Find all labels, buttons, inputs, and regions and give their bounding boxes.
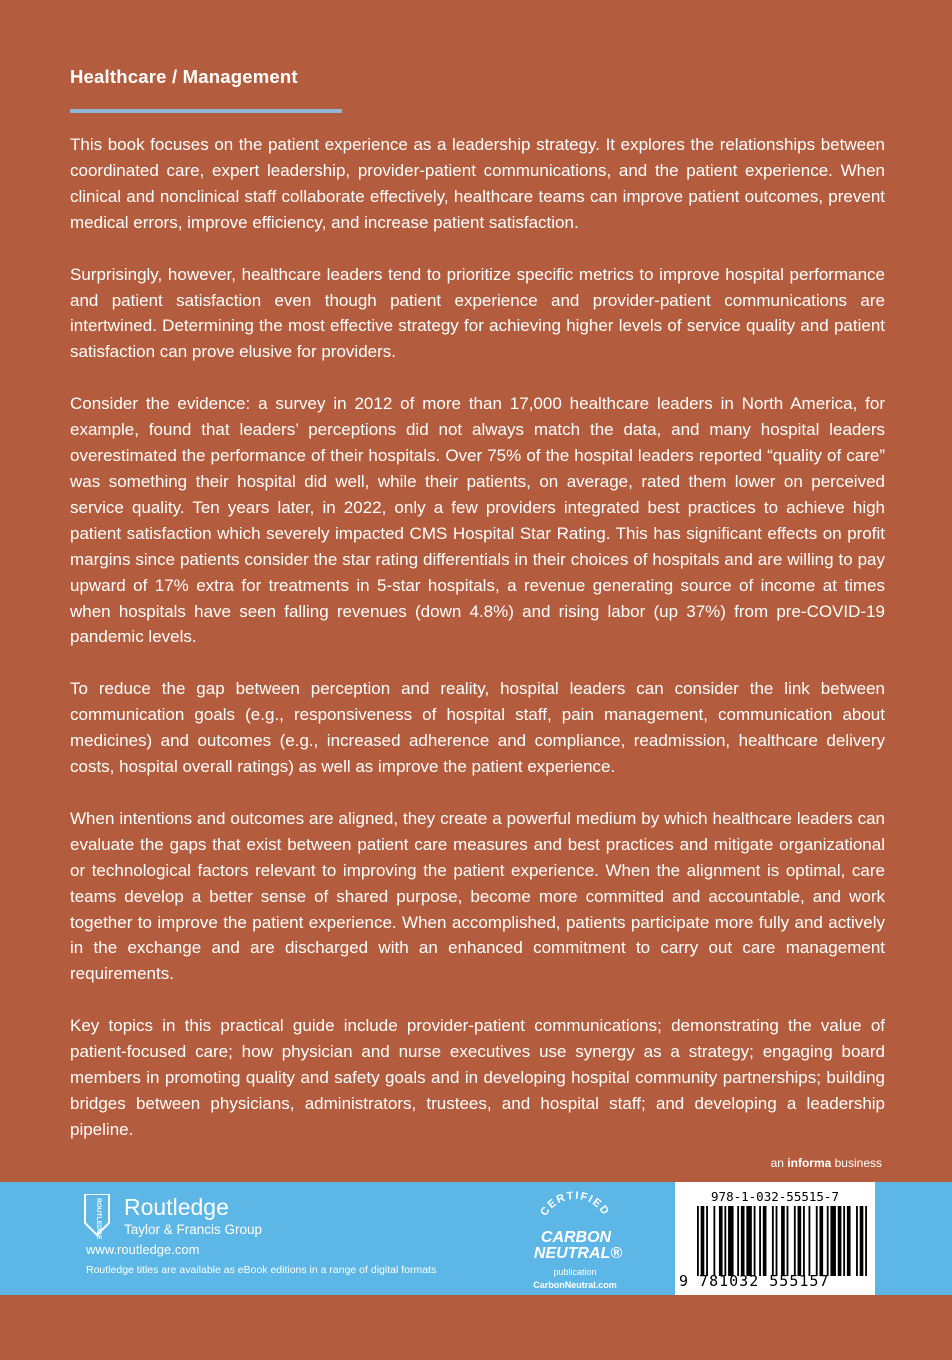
barcode-bar (772, 1206, 774, 1276)
publisher-name: Routledge (124, 1194, 229, 1220)
barcode-bar (838, 1206, 842, 1276)
barcode-bar (737, 1206, 739, 1276)
barcode-bar (781, 1206, 785, 1276)
blurb-paragraph-5: When intentions and outcomes are aligned, they create a powerful medium by which healthcare leaders can evaluate the gaps that exist between patient care measures and best practices and mitigate organizational or technological factors relevant to improving the patient experience. When the alignment is optimal, care teams develop a better sense of shared purpose, become more committed and accountable, and work together to improve the patient experience. When accomplished, patients participate more fully and actively in the exchange and are discharged with an enhanced commitment to carry out care management requirements. (70, 808, 885, 984)
blurb-paragraph-6: Key topics in this practical guide include provider-patient communications; demonstrating the value of patient-focused care; how physician and nurse executives use synergy as a strategy; engaging board members in promoting quality and safety goals and in developing hospital community partnerships; building bridges between physicians, administrators, trustees, and hospital staff; and developing a leadership pipeline. (70, 1016, 885, 1139)
barcode-bar (827, 1206, 829, 1276)
barcode-bar (759, 1206, 761, 1276)
blurb-paragraph-2: Surprisingly, however, healthcare leaders tend to prioritize specific metrics to improve hospital performance and patient satisfaction even though patient experience and provider-patient communications are intertwined. Determining the most effective strategy for achieving higher levels of service quality and patient satisfaction can prove elusive for providers. (70, 264, 885, 362)
barcode-bar (847, 1206, 851, 1276)
barcode-bar (803, 1206, 805, 1276)
barcode-bar (701, 1206, 705, 1276)
svg-text:ROUTLEDGE: ROUTLEDGE (95, 1198, 102, 1240)
barcode-bar (728, 1206, 733, 1276)
neutral-label: NEUTRAL® (533, 1245, 623, 1262)
blurb-paragraph-3: Consider the evidence: a survey in 2012 of more than 17,000 healthcare leaders in North America, for example, found that leaders’ perceptions did not always match the data, and many hospital leaders overestimated the performance of their hospitals. Over 75% of the hospital leaders reported “quality of care” was something their hospital did well, while their patients, on average, rated them lower on perceived service quality. Ten years later, in 2022, only a few providers integrated best practices to achieve high patient satisfaction which severely impacted CMS Hospital Star Rating. This has significant effects on profit margins since patients consider the star rating differentials in their choices of hospitals and are willing to pay upward of 17% extra for treatments in 5-star hospitals, a revenue generating source of income at times when hospitals have seen falling revenues (down 4.8%) and rising labor (up 37%) from pre-COVID-19 pandemic levels. (70, 394, 885, 647)
publisher-group: Taylor & Francis Group (124, 1222, 263, 1237)
carbon-neutral-url: CarbonNeutral.com (533, 1280, 617, 1290)
barcode-bar (794, 1206, 796, 1276)
certified-label: CERTIFIED (538, 1189, 612, 1219)
barcode-bar (776, 1206, 778, 1276)
carbon-neutral-badge (520, 1186, 630, 1292)
informa-suffix: business (831, 1156, 882, 1170)
barcode-bar (816, 1206, 818, 1276)
blurb-paragraph-1: This book focuses on the patient experience as a leadership strategy. It explores the relationships between coordinated care, expert leadership, provider-patient communications, and the patient experience. When clinical and nonclinical staff collaborate effectively, healthcare teams can improve patient outcomes, prevent medical errors, improve efficiency, and increase patient satisfaction. (70, 135, 885, 232)
barcode-bar (819, 1206, 823, 1276)
barcode-bar (860, 1206, 864, 1276)
barcode-bar (856, 1206, 858, 1276)
barcode-bar (719, 1206, 723, 1276)
barcode-bar (754, 1206, 756, 1276)
barcode-bar (798, 1206, 802, 1276)
barcode-bar (763, 1206, 767, 1276)
blurb-text (70, 132, 885, 1169)
barcode-bar (697, 1206, 699, 1276)
barcode-digits: 9 781032 555157 (679, 1272, 830, 1290)
barcode-bar (724, 1206, 726, 1276)
barcode-bar (787, 1206, 789, 1276)
barcode (675, 1182, 875, 1295)
barcode-bar (809, 1206, 811, 1276)
informa-business-tag (771, 1156, 882, 1170)
informa-prefix: an (770, 1156, 788, 1170)
routledge-logo-icon (84, 1194, 110, 1240)
category-heading: Healthcare / Management (70, 66, 298, 87)
barcode-bar (865, 1206, 867, 1276)
barcode-bar (713, 1206, 715, 1276)
publication-label: publication (553, 1267, 597, 1277)
barcode-bar (741, 1206, 745, 1276)
publisher-url[interactable]: www.routledge.com (86, 1242, 200, 1257)
barcode-bars (697, 1206, 867, 1276)
barcode-bar (746, 1206, 751, 1276)
barcode-bar (830, 1206, 835, 1276)
barcode-bar (706, 1206, 708, 1276)
svg-text:CERTIFIED (538, 1190, 612, 1218)
isbn-number: 978-1-032-55515-7 (711, 1189, 839, 1204)
ebook-note: Routledge titles are available as eBook editions in a range of digital formats (86, 1264, 437, 1276)
carbon-label: CARBON (540, 1229, 612, 1246)
heading-divider (70, 109, 342, 113)
blurb-paragraph-4: To reduce the gap between perception and reality, hospital leaders can consider the link between communication goals (e.g., responsiveness of hospital staff, pain management, communication about medicines) and outcomes (e.g., increased adherence and compliance, readmission, healthcare delivery costs, hospital overall ratings) as well as improve the patient experience. (70, 679, 885, 777)
barcode-bar (843, 1206, 845, 1276)
informa-brand: informa (787, 1156, 832, 1170)
